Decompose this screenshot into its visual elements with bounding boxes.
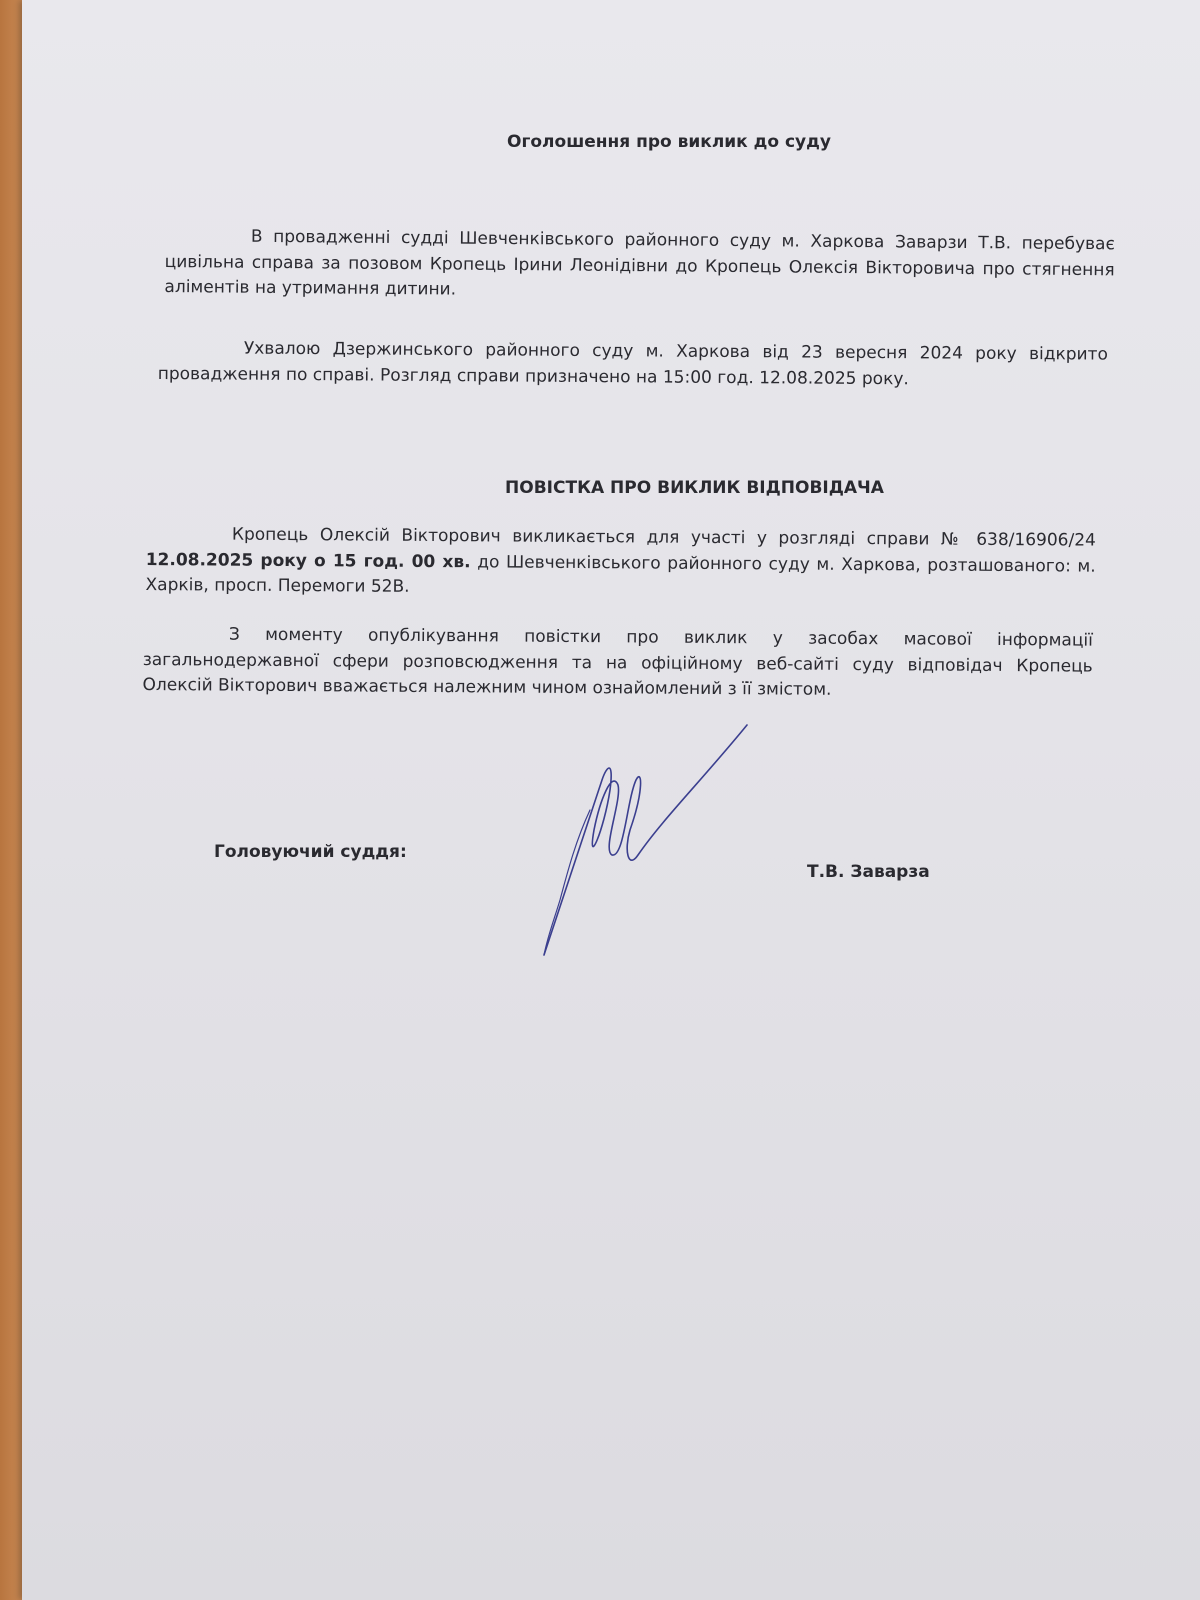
summons-subtitle: ПОВІСТКА ПРО ВИКЛИК ВІДПОВІДАЧА — [505, 478, 884, 498]
paragraph-summons-end: до Шевченківського районного суду м. Харкова, розташованого: м. Харків, просп. Перемоги 52В. — [145, 551, 1096, 597]
paragraph-case-info-text: В провадженні судді Шевченківського районного суду м. Харкова Заварзи Т.В. перебуває цивільна справа за позовом Кропець Ірини Леонідівни до Кропець Олексія Вікторовича про стягнення аліментів на утримання дитини. — [164, 226, 1115, 300]
presiding-judge-label: Головуючий суддя: — [214, 842, 407, 862]
paragraph-notice-text: З моменту опублікування повістки про виклик у засобах масової інформації загальнодержавної сфери розповсюдження та на офіційному веб-сайті суду відповідач Кропець Олексій Вікторович вважається належним чином ознайомлений з її змістом. — [142, 624, 1093, 700]
document-title: Оголошення про виклик до суду — [507, 132, 831, 152]
paragraph-notice — [142, 622, 1093, 705]
paragraph-summons — [145, 522, 1096, 605]
paragraph-ruling-text: Ухвалою Дзержинського районного суду м. Харкова від 23 вересня 2024 року відкрито провадження по справі. Розгляд справи призначено на 15:00 год. 12.08.2025 року. — [157, 338, 1108, 389]
document-page — [22, 0, 1200, 1600]
paragraph-ruling — [158, 336, 1108, 394]
paragraph-summons-start: Кропець Олексій Вікторович викликається для участі у розгляді справи № 638/16906/24 — [231, 524, 1096, 551]
handwritten-signature — [532, 720, 782, 980]
hearing-datetime: 12.08.2025 року о 15 год. 00 хв. — [145, 549, 471, 572]
judge-name: Т.В. Заварза — [807, 862, 930, 882]
paragraph-case-info — [164, 224, 1115, 309]
